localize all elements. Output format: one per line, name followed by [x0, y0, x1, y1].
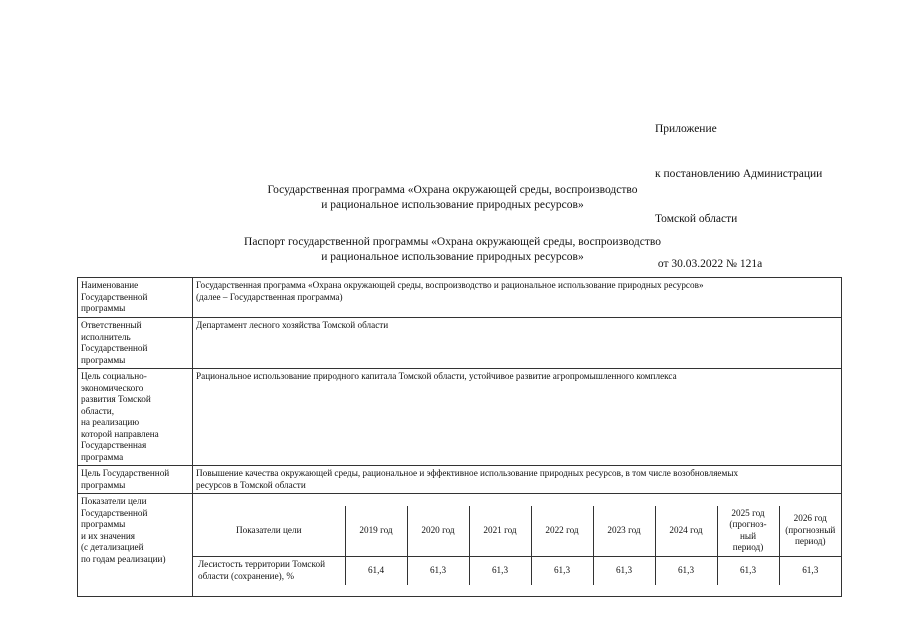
year-header: 2023 год — [593, 506, 655, 557]
indicator-header-name: Показатели цели — [193, 506, 345, 557]
year-header: 2020 год — [407, 506, 469, 557]
table-row — [78, 369, 842, 466]
passport-title — [0, 235, 905, 265]
program-title-line: и рациональное использование природных ресурсов» — [321, 199, 584, 211]
row-label: Показатели цели Государственной программы и их значения (с детализацией по годам реализации) — [78, 494, 193, 597]
table-row — [78, 318, 842, 369]
indicator-value: 61,4 — [345, 556, 407, 585]
appendix-line: Приложение — [655, 123, 717, 135]
indicator-value: 61,3 — [779, 556, 841, 585]
year-header: 2019 год — [345, 506, 407, 557]
indicator-name: Лесистость территории Томской области (сохранение), % — [193, 556, 345, 585]
year-header: 2026 год (прогнозный период) — [779, 506, 841, 557]
year-header: 2022 год — [531, 506, 593, 557]
year-header: 2025 год (прогноз- ный период) — [717, 506, 779, 557]
indicator-value: 61,3 — [531, 556, 593, 585]
table-row — [78, 494, 842, 597]
table-row — [78, 278, 842, 318]
year-header: 2024 год — [655, 506, 717, 557]
year-header: 2021 год — [469, 506, 531, 557]
program-title-line: Государственная программа «Охрана окружающей среды, воспроизводство — [267, 184, 638, 196]
row-label: Цель социально- экономического развития Томской области, на реализацию которой направлена Государственная программа — [78, 369, 193, 466]
table-row — [78, 466, 842, 494]
row-label: Ответственный исполнитель Государственной программы — [78, 318, 193, 369]
row-value: Департамент лесного хозяйства Томской области — [193, 318, 842, 369]
indicators-header-row — [193, 506, 841, 557]
appendix-line: Томской области — [655, 213, 738, 225]
indicator-value: 61,3 — [469, 556, 531, 585]
indicators-cell — [193, 494, 842, 597]
indicators-data-row — [193, 556, 841, 585]
passport-title-line: и рациональное использование природных ресурсов» — [321, 251, 584, 263]
program-title — [0, 183, 905, 213]
passport-table — [77, 277, 842, 597]
passport-title-line: Паспорт государственной программы «Охрана окружающей среды, воспроизводство — [244, 236, 661, 248]
row-label: Цель Государственной программы — [78, 466, 193, 494]
appendix-line: от 30.03.2022 № 121а — [655, 258, 763, 270]
indicator-value: 61,3 — [407, 556, 469, 585]
row-value: Рациональное использование природного капитала Томской области, устойчивое развитие агропромышленного комплекса — [193, 369, 842, 466]
indicator-value: 61,3 — [717, 556, 779, 585]
row-label: Наименование Государственной программы — [78, 278, 193, 318]
indicators-table — [193, 506, 841, 585]
row-value: Повышение качества окружающей среды, рациональное и эффективное использование природных ресурсов, в том числе возобновляемых ресурсов в Томской области — [193, 466, 842, 494]
row-value: Государственная программа «Охрана окружающей среды, воспроизводство и рациональное использование природных ресурсов» (далее – Государственная программа) — [193, 278, 842, 318]
appendix-line: к постановлению Администрации — [655, 168, 823, 180]
indicator-value: 61,3 — [593, 556, 655, 585]
indicator-value: 61,3 — [655, 556, 717, 585]
